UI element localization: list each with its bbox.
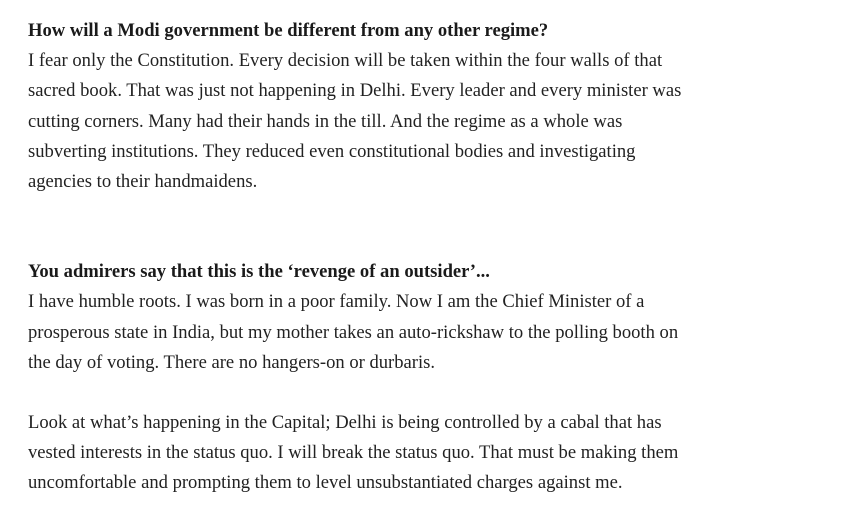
answer-line: I fear only the Constitution. Every decision will be taken within the four walls of that	[28, 50, 663, 72]
article-body	[28, 16, 828, 499]
paragraph-block	[28, 408, 828, 499]
paragraph-line: vested interests in the status quo. I will break the status quo. That must be making them	[28, 442, 679, 464]
spacer	[28, 378, 828, 408]
question-heading: You admirers say that this is the ‘revenge of an outsider’...	[28, 261, 490, 283]
qa-block-2	[28, 257, 828, 378]
paragraph-line: Look at what’s happening in the Capital; Delhi is being controlled by a cabal that has	[28, 412, 662, 434]
paragraph-line: uncomfortable and prompting them to level unsubstantiated charges against me.	[28, 472, 623, 494]
qa-block-1	[28, 16, 828, 197]
answer-line: subverting institutions. They reduced even constitutional bodies and investigating	[28, 140, 636, 162]
answer-line: prosperous state in India, but my mother takes an auto-rickshaw to the polling booth on	[28, 321, 679, 343]
answer-line: I have humble roots. I was born in a poor family. Now I am the Chief Minister of a	[28, 291, 645, 313]
question-heading: How will a Modi government be different from any other regime?	[28, 20, 549, 41]
answer-line: the day of voting. There are no hangers-on or durbaris.	[28, 351, 436, 373]
answer-line: sacred book. That was just not happening in Delhi. Every leader and every minister was	[28, 80, 682, 102]
answer-line: cutting corners. Many had their hands in the till. And the regime as a whole was	[28, 110, 623, 132]
answer-line: agencies to their handmaidens.	[28, 171, 258, 193]
spacer	[28, 197, 828, 257]
